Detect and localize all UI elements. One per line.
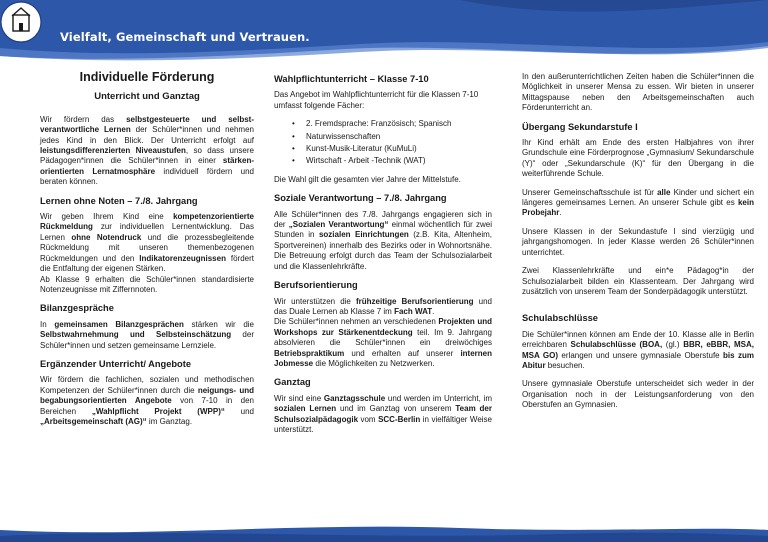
section-heading-soziale-verantwortung: Soziale Verantwortung – 7./8. Jahrgang [274, 193, 447, 204]
section-heading-bilanzgespraeche: Bilanzgespräche [40, 303, 114, 314]
section-heading-ganztag: Ganztag [274, 377, 311, 388]
section-heading-uebergang: Übergang Sekundarstufe I [522, 121, 638, 132]
footer-banner [0, 522, 768, 542]
paragraph-klassenteam: Zwei Klassenlehrkräfte und ein*e Pädagog*in der Schulsozialarbeit bilden ein Klassenteam. Der Jahrgang wird zusätzlich von unserem Team der Sonderpädagogik unterstützt. [522, 266, 754, 296]
paragraph-notenzeugnisse: Ab Klasse 9 erhalten die Schüler*innen standardisierte Notenzeugnisse mit Ziffernnoten. [40, 274, 254, 294]
paragraph-klassen: Unsere Klassen in der Sekundastufe I sind vierzügig und jahrgangshomogen. In jeder Klasse werden 26 Schüler*innen unterrichtet. [522, 226, 754, 257]
column-left [40, 68, 254, 435]
wahlpflicht-subject-list [292, 119, 492, 167]
list-item: • Kunst-Musik-Literatur (KuMuLi) [292, 144, 492, 154]
page-subtitle: Unterricht und Ganztag [94, 91, 200, 103]
column-middle [274, 68, 492, 443]
paragraph-mensa: In den außerunterrichtlichen Zeiten haben die Schüler*innen die Möglichkeit in unserer Mensa zu essen. Wir bieten in unserer Mittagspause neben den Arbeitsgemeinschaften auch Förderunterricht an. [522, 72, 754, 113]
section-heading-lernen-ohne-noten: Lernen ohne Noten – 7./8. Jahrgang [40, 195, 198, 206]
paragraph-oberstufe: Unsere gymnasiale Oberstufe unterscheidet sich weder in der Organisation noch in der Leistungsanforderung von den Oberstufen an Gymnasien. [522, 379, 754, 410]
paragraph-soziale-verantwortung: Alle Schüler*innen des 7./8. Jahrgangs engagieren sich in der „Sozialen Verantwortung“ einmal wöchentlich für zwei Stunden in sozialen Einrichtungen (z.B. Kita, Altenheim, Sportvereinen) innerhalb des Bezirks oder in Wohnortsnähe. Die Betreuung erfolgt durch das Team der Schulsozialarbeit und die Klassenlehrkräfte. [274, 209, 492, 271]
footer-wave-graphic [0, 522, 768, 542]
section-heading-berufsorientierung: Berufsorientierung [274, 280, 358, 291]
paragraph-foerderprognose: Ihr Kind erhält am Ende des ersten Halbjahres von ihrer Grundschule eine Förderprognose „Gymnasium/ Sekundarschule (Y)“ oder „Sekundarschule (K)“ für den Übergang in die weiterführende Schule. [522, 138, 754, 179]
paragraph-ganztag: Wir sind eine Ganztagsschule und werden im Unterricht, im sozialen Lernen und im Ganztag von unserem Team der Schulsozialpädagogik vom SCC-Berlin in vielfältiger Weise unterstützt. [274, 393, 493, 434]
school-logo-icon [0, 0, 42, 44]
paragraph-berufsorientierung-projekte: Die Schüler*innen nehmen an verschiedenen Projekten und Workshops zur Stärkenentdeckung teil. Im 9. Jahrgang absolvieren die Schüler*innen ein dreiwöchiges Betriebspraktikum und erhalten auf unserer internen Jobmesse die Möglichkeiten zu Netzwerken. [274, 317, 492, 368]
paragraph-lernen-ohne-noten: Wir geben Ihrem Kind eine kompetenzorientierte Rückmeldung zur individuellen Lernentwicklung. Das Lernen ohne Notendruck und die prozessbegleitende Rückmeldung mit unseren themenbezogenen Rückmeldungen und den Indikatorenzeugnissen fördert die Entfaltung der eigenen Stärken. [40, 212, 255, 274]
header-tagline: Vielfalt, Gemeinschaft und Vertrauen. [60, 30, 310, 44]
page-title: Individuelle Förderung [79, 70, 215, 84]
column-right [522, 68, 754, 419]
section-heading-wahlpflicht: Wahlpflichtunterricht – Klasse 7-10 [274, 74, 429, 84]
section-heading-ergaenzender-unterricht: Ergänzender Unterricht/ Angebote [40, 358, 192, 369]
paragraph-wahlpflicht-outro: Die Wahl gilt die gesamten vier Jahre der Mittelstufe. [274, 174, 461, 184]
header-banner [0, 0, 768, 64]
paragraph-gemeinschaftsschule: Unserer Gemeinschaftsschule ist für alle Kinder und sichert ein längeres gemeinsames Lernen. An unserer Schule gibt es kein Probejahr. [522, 187, 754, 218]
list-item: • 2. Fremdsprache: Französisch; Spanisch [292, 119, 492, 129]
paragraph-wahlpflicht-intro: Das Angebot im Wahlpflichtunterricht für die Klassen 7-10 umfasst folgende Fächer: [274, 90, 479, 110]
section-heading-schulabschluesse: Schulabschlüsse [522, 313, 598, 324]
paragraph-schulabschluesse: Die Schüler*innen können am Ende der 10. Klasse alle in Berlin erreichbaren Schulabschlüsse (BOA, (gl.) BBR, eBBR, MSA, MSA GO) erlangen und unsere gymnasiale Oberstufe bis zum Abitur besuchen. [522, 329, 755, 370]
intro-paragraph: Wir fördern das selbstgesteuerte und selbst-verantwortliche Lernen der Schüler*innen und nehmen jedes Kind in den Blick. Der Unterricht erfolgt auf leistungsdifferenzierten Niveaustufen, so dass unsere Pädagogen*innen die Schüler*innen in einer stärken-orientierten Lernatmosphäre individuell fördern und beraten können. [40, 114, 254, 187]
paragraph-bilanzgespraeche: In gemeinsamen Bilanzgesprächen stärken wir die Selbstwahrnehmung und Selbsteinschätzung der Schüler*innen und setzen gemeinsame Lernziele. [40, 319, 255, 350]
list-item: • Wirtschaft - Arbeit -Technik (WAT) [292, 156, 492, 166]
paragraph-berufsorientierung: Wir unterstützen die frühzeitige Berufsorientierung und das Duale Lernen ab Klasse 7 im Fach WAT. [274, 296, 492, 316]
paragraph-ergaenzender-unterricht: Wir fördern die fachlichen, sozialen und methodischen Kompetenzen der Schüler*innen durch die neigungs- und begabungsorientierten Angebote von 7-10 in den Bereichen „Wahlpflicht Projekt (WPP)“ und „Arbeitsgemeinschaft (AG)“ im Ganztag. [40, 375, 255, 426]
list-item: • Naturwissenschaften [292, 132, 492, 142]
